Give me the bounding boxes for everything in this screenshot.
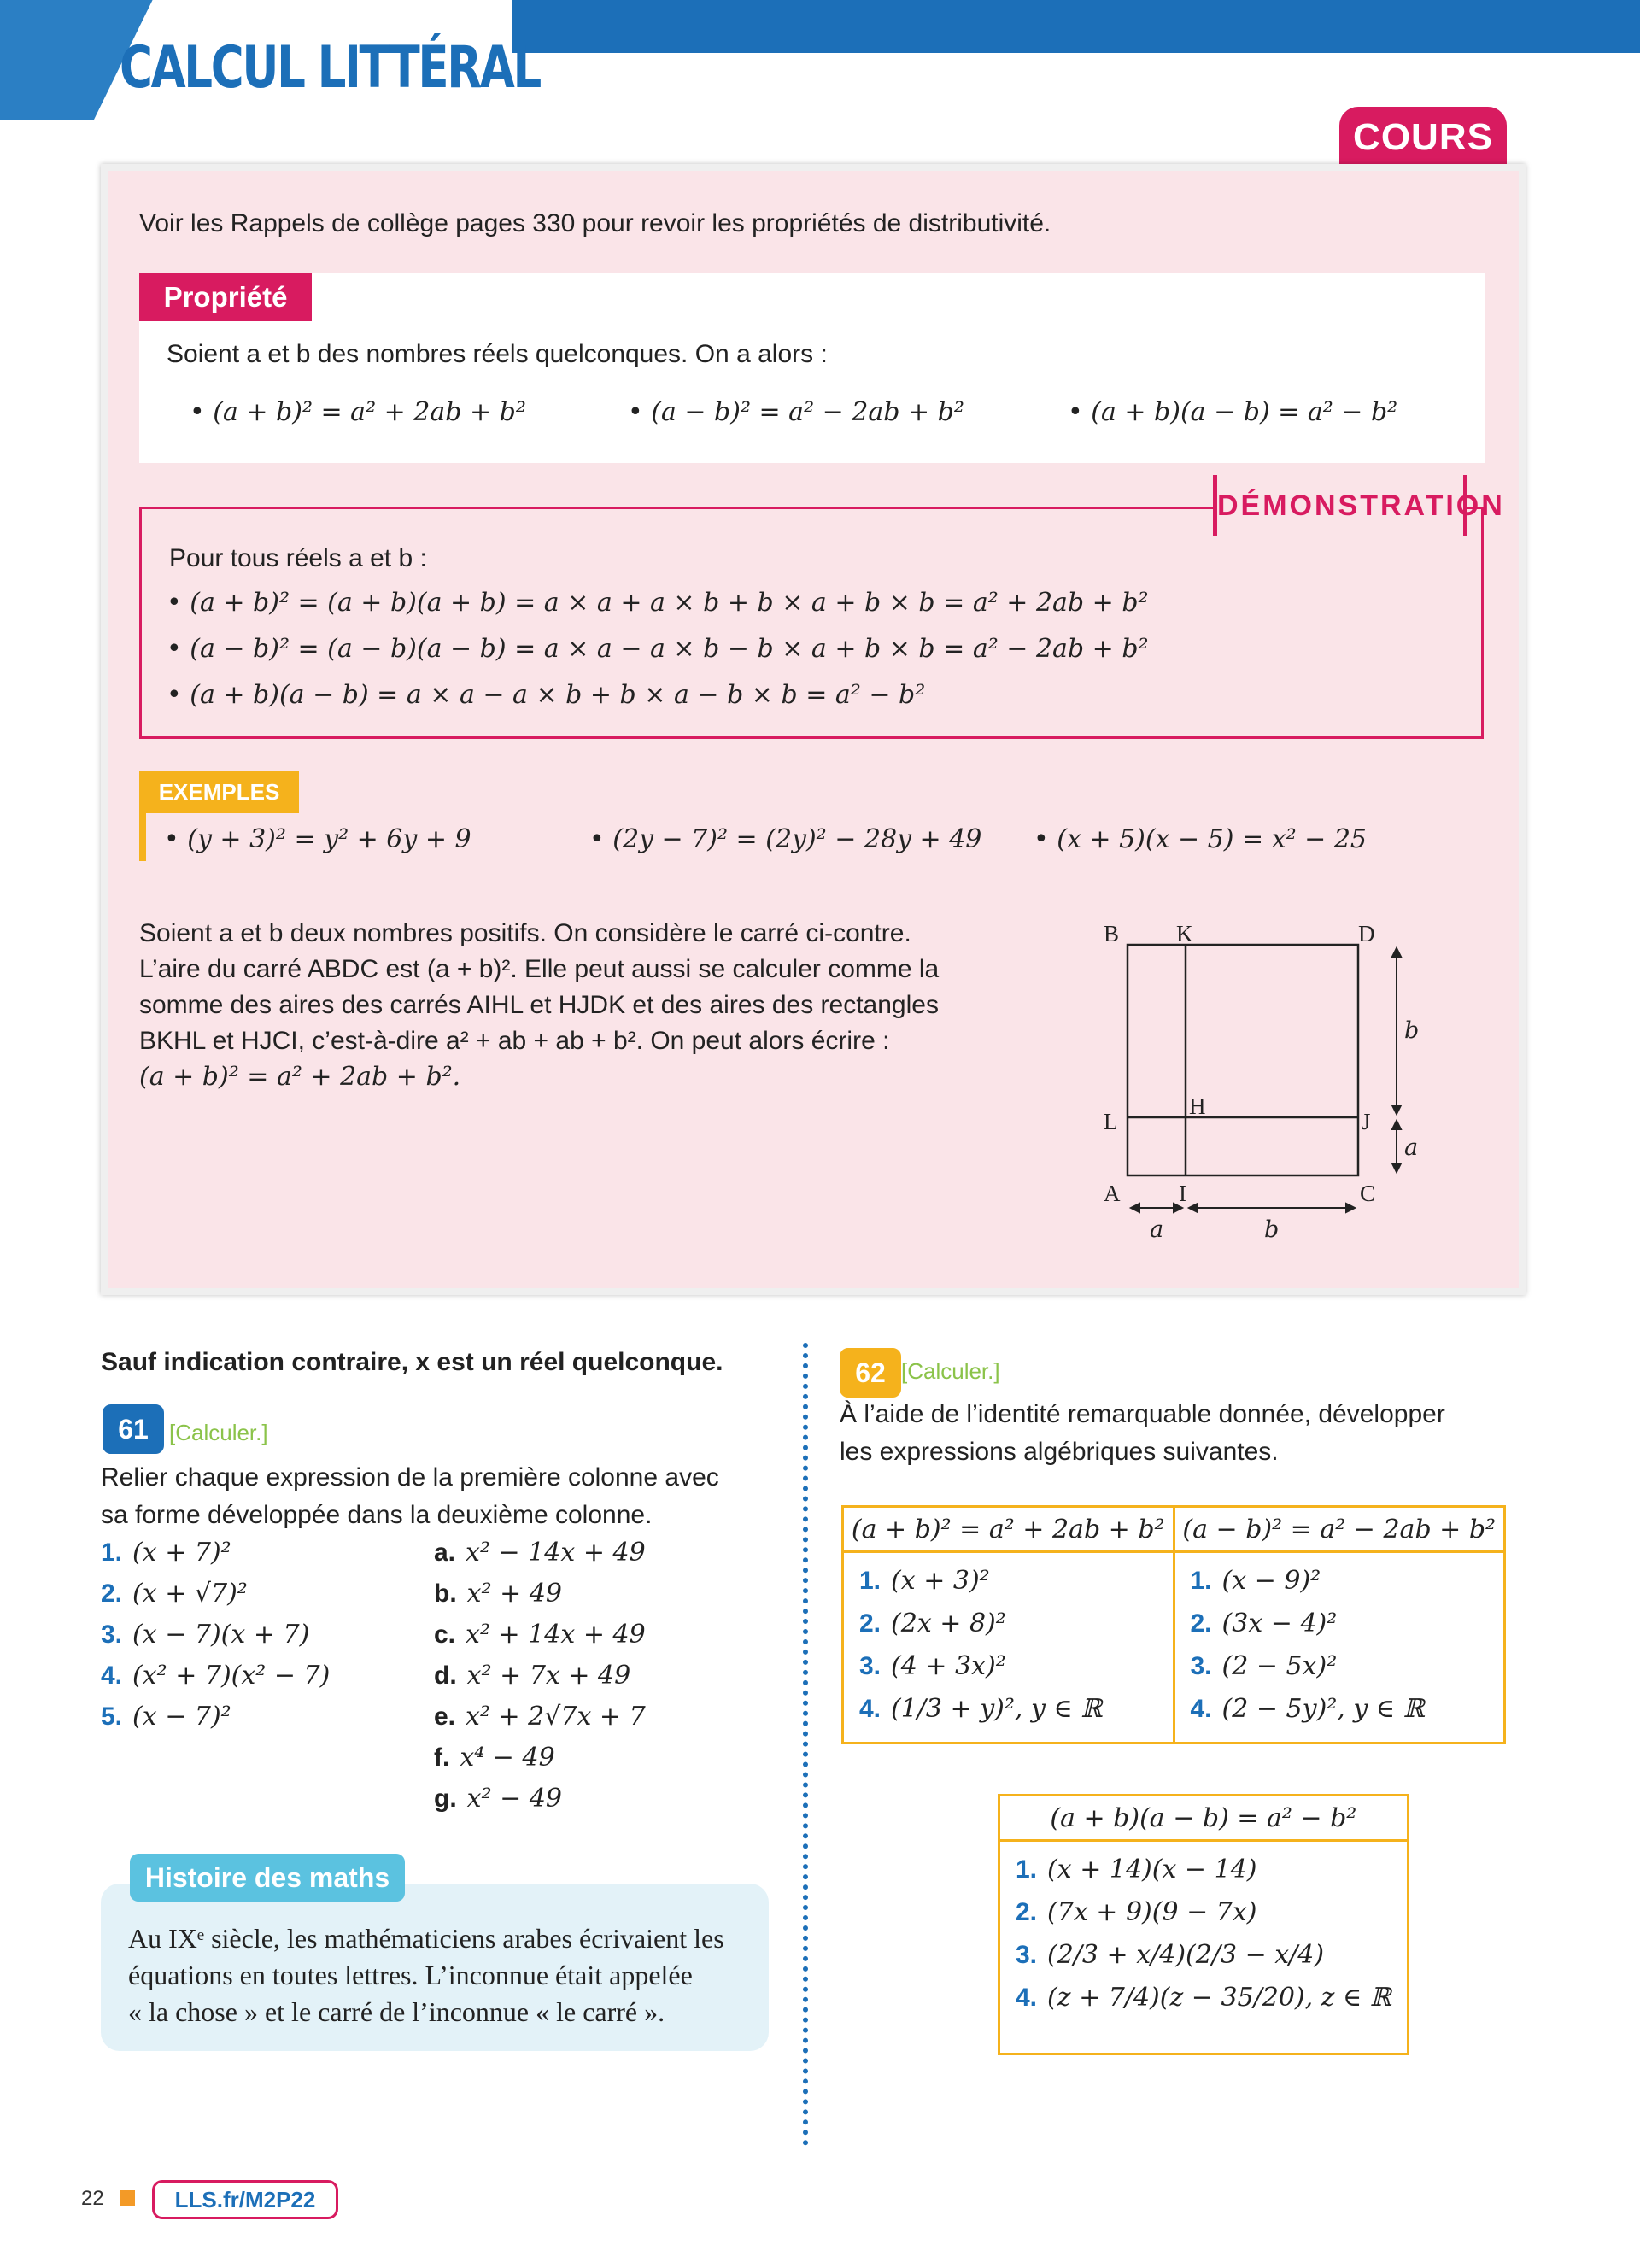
list-item: 4. (x² + 7)(x² − 7)	[101, 1661, 331, 1691]
arrowhead	[1346, 1204, 1355, 1212]
demonstration-line: • (a − b)² = (a − b)(a − b) = a × a − a × b − b × a + b × b = a² − 2ab + b²	[167, 634, 1149, 664]
exercise-61-statement: Relier chaque expression de la première colonne avec sa forme développée dans la deuxième colonne.	[101, 1463, 719, 1529]
cours-tab: COURS	[1339, 107, 1507, 165]
exercise-62-number: 62	[840, 1348, 901, 1398]
list-item: 3. (4 + 3x)²	[859, 1651, 1006, 1681]
lesson-intro: Voir les Rappels de collège pages 330 pour revoir les propriétés de distributivité.	[139, 209, 1051, 237]
list-item: 4. (2 − 5y)², y ∈ ℝ	[1190, 1694, 1425, 1724]
table-a-col2-header: (a − b)² = a² − 2ab + b²	[1174, 1507, 1505, 1552]
list-item: 3. (2/3 + x/4)(2/3 − x/4)	[1016, 1940, 1325, 1970]
point-label-D: D	[1358, 921, 1375, 946]
exercise-61-number: 61	[102, 1404, 164, 1454]
point-label-I: I	[1179, 1181, 1186, 1206]
table-b-header: (a + b)(a − b) = a² − b²	[999, 1796, 1409, 1841]
list-item: g. x² − 49	[434, 1784, 562, 1814]
example-item: • (x + 5)(x − 5) = x² − 25	[1034, 824, 1368, 854]
header-bar	[504, 0, 1640, 53]
square-outline	[1128, 945, 1358, 1175]
arrowhead	[1392, 1121, 1401, 1129]
list-item: c. x² + 14x + 49	[434, 1620, 646, 1650]
point-label-H: H	[1189, 1093, 1206, 1119]
square-diagram	[1093, 916, 1452, 1257]
exercise-61-right-column	[434, 1538, 646, 1825]
list-item: 2. (7x + 9)(9 − 7x)	[1016, 1897, 1257, 1927]
label-a-right: a	[1404, 1134, 1419, 1161]
table-b-body	[999, 1841, 1409, 2054]
exercise-62-statement: À l’aide de l’identité remarquable donnée, développer les expressions algébriques suivantes.	[840, 1400, 1445, 1466]
point-label-C: C	[1360, 1181, 1376, 1206]
square-paragraph: Soient a et b deux nombres positifs. On considère le carré ci-contre. L’aire du carré ABDC est (a + b)². Elle peut aussi se calculer comme la somme des aires des carrés AIHL et HJDK et des aires des rectangles BKHL et HJCI, c’est-à-dire a² + ab + ab + b². On peut alors écrire : (a + b)² = a² + 2ab + b².	[139, 919, 940, 1092]
list-item: 2. (3x − 4)²	[1190, 1609, 1338, 1638]
exercise-61-tag: [Calculer.]	[169, 1420, 268, 1445]
list-item: d. x² + 7x + 49	[434, 1661, 631, 1691]
list-item: 1. (x + 14)(x − 14)	[1016, 1855, 1257, 1884]
point-label-K: K	[1176, 921, 1193, 946]
point-label-L: L	[1104, 1109, 1118, 1134]
arrowhead	[1189, 1204, 1198, 1212]
table-a-col1	[843, 1552, 1174, 1743]
label-b-bottom: b	[1264, 1216, 1280, 1243]
label-a-bottom: a	[1150, 1216, 1164, 1243]
property-statement: Soient a et b des nombres réels quelconques. On a alors :	[167, 340, 828, 368]
point-label-A: A	[1104, 1181, 1121, 1206]
property-formula: • (a + b)(a − b) = a² − b²	[1068, 397, 1398, 427]
identity-table-b	[998, 1794, 1409, 2055]
arrowhead	[1392, 948, 1401, 957]
exercise-62-tag: [Calculer.]	[901, 1358, 1000, 1384]
list-item: a. x² − 14x + 49	[434, 1538, 646, 1568]
list-item: e. x² + 2√7x + 7	[434, 1702, 646, 1732]
list-item: f. x⁴ − 49	[434, 1743, 555, 1773]
arrowhead	[1392, 1163, 1401, 1172]
examples-label: EXEMPLES	[139, 771, 299, 813]
list-item: 3. (2 − 5x)²	[1190, 1651, 1338, 1681]
history-text: Au IXᵉ siècle, les mathématiciens arabes écrivaient les équations en toutes lettres. L’inconnue était appelée « la chose » et le carré de l’inconnue « le carré ».	[128, 1923, 724, 2027]
footer-link[interactable]: LLS.fr/M2P22	[152, 2180, 338, 2219]
list-item: 1. (x − 9)²	[1190, 1566, 1321, 1596]
demonstration-intro: Pour tous réels a et b :	[169, 544, 427, 572]
label-b-right: b	[1404, 1017, 1420, 1044]
footer-square-icon	[120, 2190, 135, 2206]
column-separator	[803, 1343, 808, 2146]
page-number: 22	[81, 2187, 104, 2210]
arrowhead	[1131, 1204, 1139, 1212]
example-item: • (2y − 7)² = (2y)² − 28y + 49	[589, 824, 982, 854]
demonstration-badge: DÉMONSTRATION	[1213, 475, 1467, 536]
history-label: Histoire des maths	[130, 1854, 405, 1902]
list-item: 2. (2x + 8)²	[859, 1609, 1006, 1638]
property-formula: • (a − b)² = a² − 2ab + b²	[628, 397, 964, 427]
list-item: 1. (x + 3)²	[859, 1566, 990, 1596]
arrowhead	[1392, 1105, 1401, 1114]
point-label-B: B	[1104, 921, 1120, 946]
demonstration-line: • (a + b)² = (a + b)(a + b) = a × a + a × b + b × a + b × b = a² + 2ab + b²	[167, 588, 1149, 618]
table-a-col1-header: (a + b)² = a² + 2ab + b²	[843, 1507, 1174, 1552]
list-item: 4. (z + 7/4)(z − 35/20), z ∈ ℝ	[1016, 1983, 1391, 2013]
list-item: 2. (x + √7)²	[101, 1579, 248, 1609]
list-item: 3. (x − 7)(x + 7)	[101, 1620, 310, 1650]
point-label-J: J	[1362, 1109, 1371, 1134]
list-item: 5. (x − 7)²	[101, 1702, 231, 1732]
list-item: 1. (x + 7)²	[101, 1538, 231, 1568]
global-instruction: Sauf indication contraire, x est un réel quelconque.	[101, 1348, 723, 1376]
list-item: 4. (1/3 + y)², y ∈ ℝ	[859, 1694, 1103, 1724]
exercise-61-left-column	[101, 1538, 330, 1743]
property-formula: • (a + b)² = a² + 2ab + b²	[190, 397, 526, 427]
page-title: CALCUL LITTÉRAL	[120, 34, 540, 102]
list-item: b. x² + 49	[434, 1579, 562, 1609]
demonstration-line: • (a + b)(a − b) = a × a − a × b + b × a − b × b = a² − b²	[167, 680, 926, 710]
table-a-col2	[1174, 1552, 1505, 1743]
identity-table-a	[841, 1505, 1506, 1744]
property-label: Propriété	[139, 273, 312, 321]
example-item: • (y + 3)² = y² + 6y + 9	[164, 824, 472, 854]
